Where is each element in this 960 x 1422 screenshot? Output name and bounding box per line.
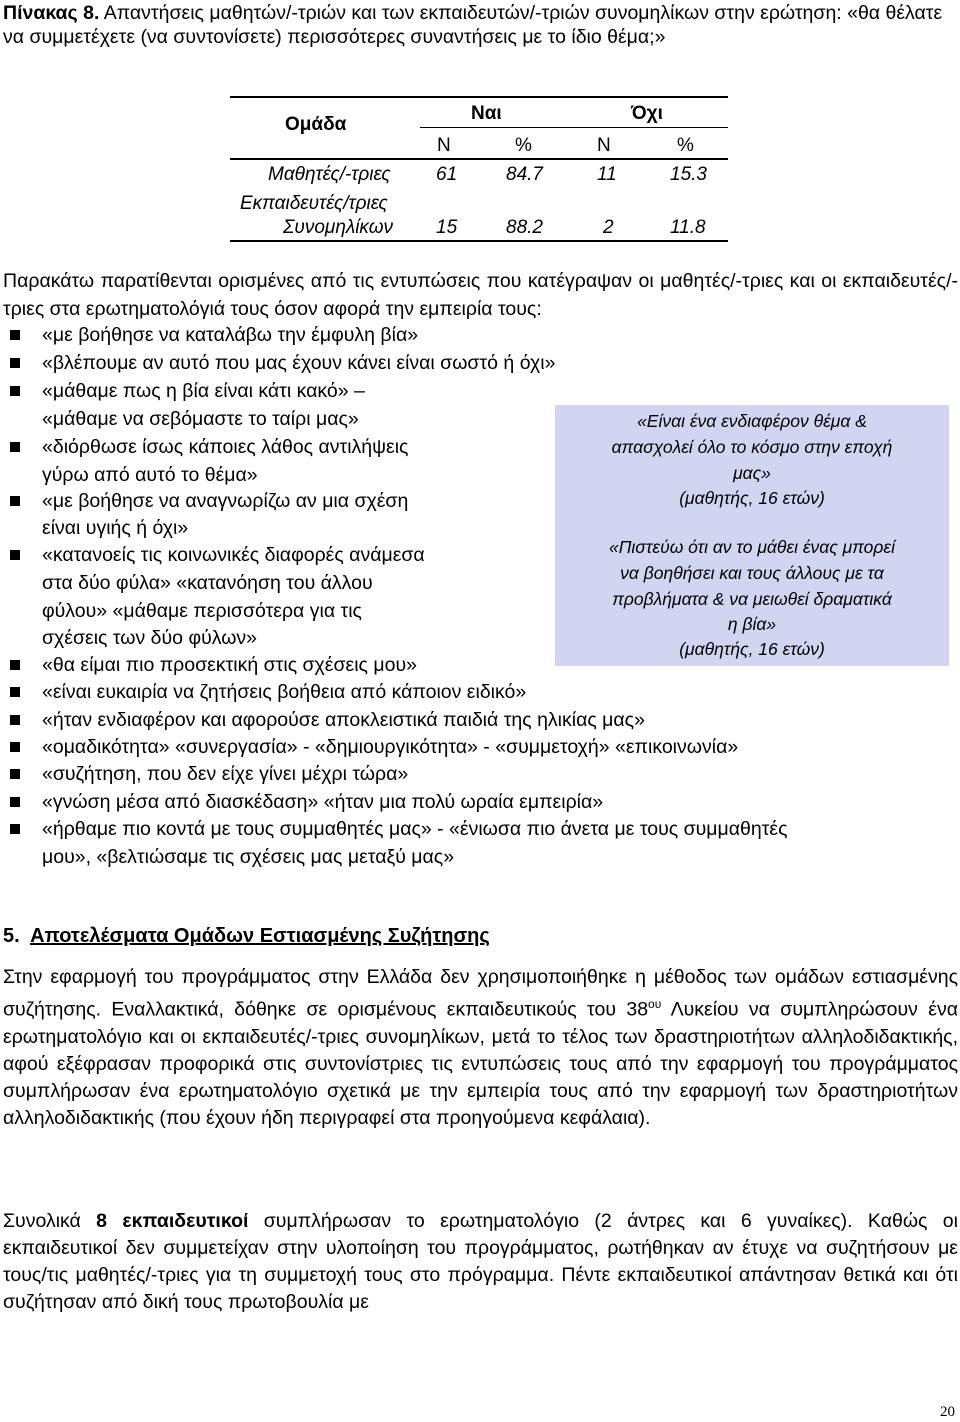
header-rule	[230, 158, 728, 160]
section-number: 5.	[3, 925, 20, 947]
list-item-continuation: μου», «βελτιώσαμε τις σχέσεις μας μεταξύ μας»	[42, 846, 455, 868]
list-item-text: «είναι ευκαιρία να ζητήσεις βοήθεια από κάποιον ειδικό»	[42, 681, 527, 703]
yes-header: Ναι	[471, 103, 502, 124]
bullet-icon	[10, 715, 20, 725]
list-item-text: «ήρθαμε πιο κοντά με τους συμμαθητές μας» - «ένιωσα πιο άνετα με τους συμμαθητές	[42, 818, 788, 840]
quote-line: «Είναι ένα ενδιαφέρον θέμα &	[637, 411, 867, 431]
row-label-line2: Συνομηλίκων	[283, 217, 394, 238]
table-top-rule	[230, 96, 728, 98]
row-yes-pct: 84.7	[506, 164, 543, 185]
row-label-line1: Εκπαιδευτές/τριες	[240, 193, 388, 214]
bullet-icon	[10, 550, 20, 560]
bullet-icon	[10, 496, 20, 506]
list-item-text: «συζήτηση, που δεν είχε γίνει μέχρι τώρα»	[42, 763, 409, 785]
paragraph-text: συμπλήρωσαν το ερωτηματολόγιο (2 άντρες και 6 γυναίκες). Καθώς οι εκπαιδευτικοί δεν συμμετείχαν στην υλοποίηση του προγράμματος, ρωτήθηκαν αν έτυχε να συζητήσουν με τους/τις μαθητές/-τριες για τη συμμετοχή τους στο πρόγραμμα. Πέντε εκπαιδευτικοί απάντησαν θετικά και ότι συζήτησαν από δική τους πρωτοβουλία με	[3, 1210, 958, 1313]
bullet-icon	[10, 660, 20, 670]
list-item-text: «βλέπουμε αν αυτό που μας έχουν κάνει είναι σωστό ή όχι»	[42, 352, 556, 374]
row-no-n: 11	[597, 164, 617, 185]
row-label: Μαθητές/-τριες	[268, 164, 391, 185]
section-heading	[3, 925, 490, 948]
list-item-continuation: είναι υγιής ή όχι»	[42, 517, 189, 539]
yes-n-header: N	[437, 135, 451, 156]
quote-line: μας»	[733, 463, 771, 483]
quote-line: «Πιστεύω ότι αν το μάθει ένας μπορεί	[608, 537, 896, 557]
row-no-pct: 11.8	[670, 217, 706, 238]
paragraph-text: Συνολικά	[3, 1210, 97, 1232]
list-item-continuation: φύλου» «μάθαμε περισσότερα για τις	[42, 600, 362, 622]
list-item-continuation: γύρω από αυτό το θέμα»	[42, 464, 258, 486]
list-item-text: «μάθαμε πως η βία είναι κάτι κακό» –	[42, 380, 365, 402]
quote-line: η βία»	[727, 614, 777, 634]
list-item-text: «με βοήθησε να καταλάβω την έμφυλη βία»	[42, 324, 419, 346]
row-no-pct: 15.3	[670, 164, 707, 185]
intro-paragraph: Παρακάτω παρατίθενται ορισμένες από τις εντυπώσεις που κατέγραψαν οι μαθητές/-τριες και οι εκπαιδευτές/-τριες στα ερωτηματολόγιά τους όσον αφορά την εμπειρία τους:	[3, 270, 958, 320]
bullet-icon	[10, 442, 20, 452]
bullet-icon	[10, 824, 20, 834]
list-item-text: «ομαδικότητα» «συνεργασία» - «δημιουργικότητα» - «συμμετοχή» «επικοινωνία»	[42, 736, 739, 758]
body-paragraph	[3, 1208, 958, 1316]
body-paragraph	[3, 964, 958, 1132]
quote-line: προβλήματα & να μειωθεί δραματικά	[612, 589, 892, 609]
row-yes-n: 15	[436, 217, 458, 238]
row-yes-n: 61	[436, 164, 458, 185]
list-item-continuation: «μάθαμε να σεβόμαστε το ταίρι μας»	[42, 408, 359, 430]
list-item-continuation: στα δύο φύλα» «κατανόηση του άλλου	[42, 572, 373, 594]
no-pct-header: %	[677, 135, 694, 156]
list-item-text: «ήταν ενδιαφέρον και αφορούσε αποκλειστικά παιδιά της ηλικίας μας»	[42, 709, 645, 731]
quote-attribution: (μαθητής, 16 ετών)	[679, 639, 825, 659]
paragraph-text: Στην εφαρμογή του προγράμματος στην Ελλάδα δεν χρησιμοποιήθηκε η μέθοδος των ομάδων εστιασμένης συζήτησης. Εναλλακτικά, δόθηκε σε ορισμένους εκπαιδευτικούς του 38	[3, 966, 958, 1021]
row-no-n: 2	[603, 217, 614, 238]
bullet-icon	[10, 330, 20, 340]
list-item-text: «διόρθωσε ίσως κάποιες λάθος αντιλήψεις	[42, 436, 409, 458]
group-rule	[420, 127, 728, 128]
yes-pct-header: %	[515, 135, 532, 156]
bullet-icon	[10, 769, 20, 779]
table-bottom-rule	[230, 240, 728, 242]
bullet-icon	[10, 358, 20, 368]
quote-line: να βοηθήσει και τους άλλους με τα	[620, 563, 884, 583]
table-caption	[3, 1, 958, 49]
group-header: Ομάδα	[285, 114, 347, 135]
paragraph-text: Λυκείου να συμπληρώσουν ένα ερωτηματολόγιο και οι εκπαιδευτές/-τριες συνομηλίκων, μετά το τέλος των δραστηριοτήτων αλληλοδιδακτικής, αφού εξέφρασαν προφορικά στις συντονίστριες τις εντυπώσεις τους από την εφαρμογή του προγράμματος συμπλήρωσαν ένα ερωτηματολόγιο σχετικά με την εμπειρία τους από την εφαρμογή των δραστηριοτήτων αλληλοδιδακτικής (που έχουν ήδη περιγραφεί στα προηγούμενα κεφάλαια).	[3, 998, 958, 1129]
list-item-text: «γνώση μέσα από διασκέδαση» «ήταν μια πολύ ωραία εμπειρία»	[42, 791, 604, 813]
page-number: 20	[940, 1404, 955, 1420]
bullet-icon	[10, 797, 20, 807]
quote-line: απασχολεί όλο το κόσμο στην εποχή	[611, 437, 893, 457]
no-n-header: N	[597, 135, 611, 156]
caption-label: Πίνακας 8.	[3, 2, 100, 24]
ordinal-superscript: ου	[648, 997, 662, 1011]
list-item-text: «θα είμαι πιο προσεκτική στις σχέσεις μου»	[42, 654, 417, 676]
quote-box	[555, 405, 949, 666]
bullet-icon	[10, 386, 20, 396]
list-item-text: «με βοήθησε να αναγνωρίζω αν μια σχέση	[42, 490, 409, 512]
row-yes-pct: 88.2	[506, 217, 543, 238]
list-item-continuation: σχέσεις των δύο φύλων»	[42, 627, 258, 649]
list-item-text: «κατανοείς τις κοινωνικές διαφορές ανάμεσα	[42, 544, 425, 566]
quote-attribution: (μαθητής, 16 ετών)	[679, 488, 825, 508]
section-title: Αποτελέσματα Ομάδων Εστιασμένης Συζήτησης	[30, 925, 490, 947]
paragraph-bold: 8 εκπαιδευτικοί	[96, 1210, 249, 1232]
bullet-icon	[10, 742, 20, 752]
bullet-icon	[10, 687, 20, 697]
caption-text: Απαντήσεις μαθητών/-τριών και των εκπαιδευτών/-τριών συνομηλίκων στην ερώτηση: «θα θέλατε να συμμετέχετε (να συντονίσετε) περισσότερες συναντήσεις με το ίδιο θέμα;»	[3, 2, 943, 48]
no-header: Όχι	[631, 103, 663, 124]
